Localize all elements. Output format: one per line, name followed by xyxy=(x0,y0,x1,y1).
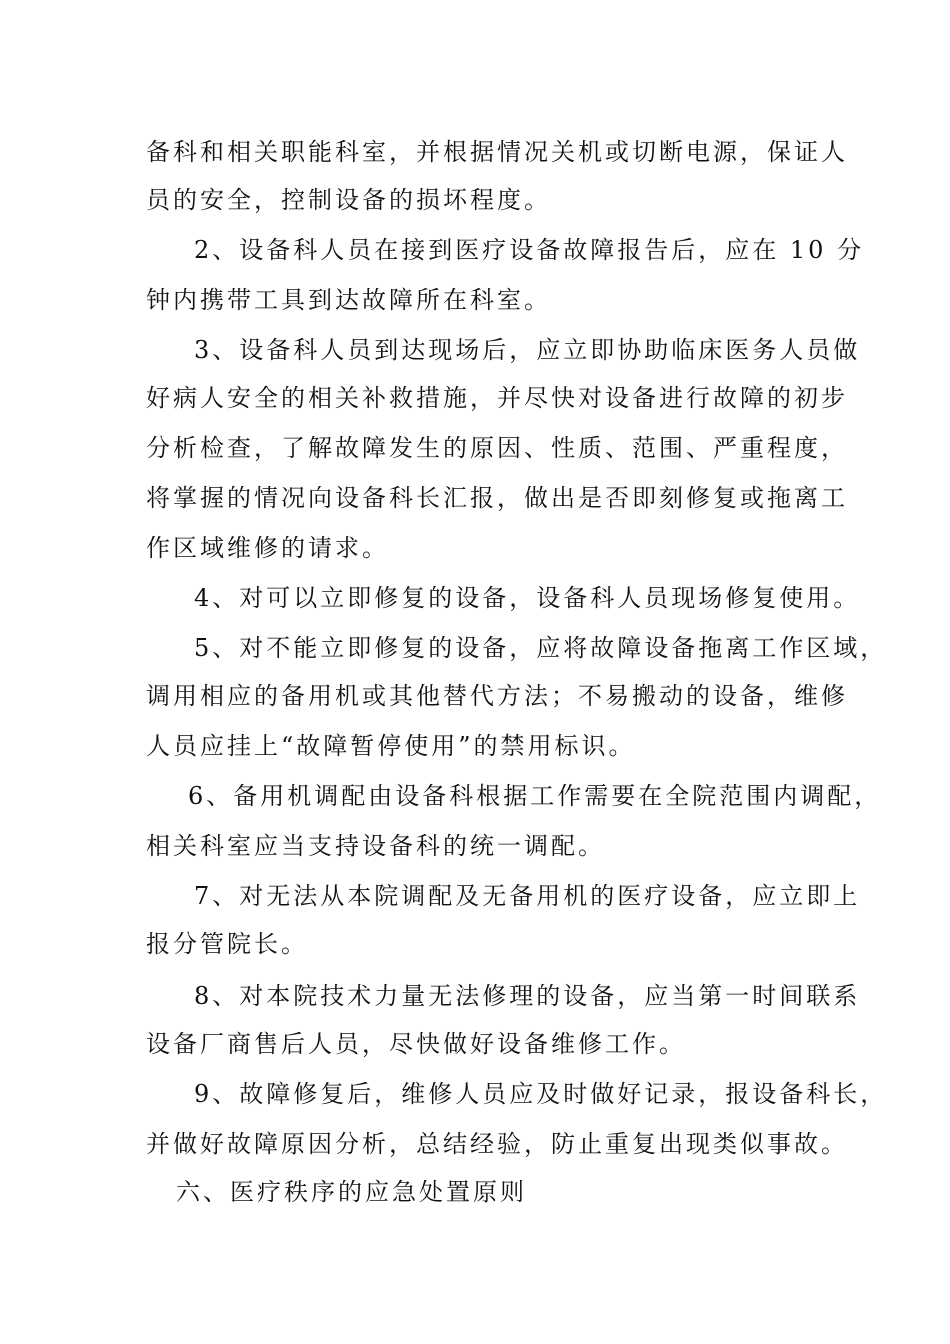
text-line: 并做好故障原因分析，总结经验，防止重复出现类似事故。 xyxy=(146,1130,848,1158)
text-line: 钟内携带工具到达故障所在科室。 xyxy=(146,286,551,314)
text-line: 备科和相关职能科室，并根据情况关机或切断电源，保证人 xyxy=(146,138,848,166)
text-line: 6、备用机调配由设备科根据工作需要在全院范围内调配， xyxy=(188,782,882,810)
text-line: 报分管院长。 xyxy=(146,930,308,958)
text-line: 作区域维修的请求。 xyxy=(146,534,389,562)
text-line: 设备厂商售后人员，尽快做好设备维修工作。 xyxy=(146,1030,686,1058)
text-line: 分析检查，了解故障发生的原因、性质、范围、严重程度， xyxy=(146,434,848,462)
text-line: 人员应挂上“故障暂停使用”的禁用标识。 xyxy=(146,732,636,760)
text-line: 调用相应的备用机或其他替代方法；不易搬动的设备，维修 xyxy=(146,682,848,710)
text-line: 将掌握的情况向设备科长汇报，做出是否即刻修复或拖离工 xyxy=(146,484,848,512)
text-line: 7、对无法从本院调配及无备用机的医疗设备，应立即上 xyxy=(194,882,861,910)
text-line: 员的安全，控制设备的损坏程度。 xyxy=(146,186,551,214)
text-line: 3、设备科人员到达现场后，应立即协助临床医务人员做 xyxy=(194,336,861,364)
text-line: 9、故障修复后，维修人员应及时做好记录，报设备科长， xyxy=(194,1080,888,1108)
text-line: 8、对本院技术力量无法修理的设备，应当第一时间联系 xyxy=(194,982,861,1010)
text-line: 相关科室应当支持设备科的统一调配。 xyxy=(146,832,605,860)
section-heading: 六、医疗秩序的应急处置原则 xyxy=(176,1178,527,1206)
text-line: 5、对不能立即修复的设备，应将故障设备拖离工作区域， xyxy=(194,634,888,662)
text-line: 2、设备科人员在接到医疗设备故障报告后，应在 10 分 xyxy=(194,236,865,264)
text-line: 4、对可以立即修复的设备，设备科人员现场修复使用。 xyxy=(194,584,861,612)
text-line: 好病人安全的相关补救措施，并尽快对设备进行故障的初步 xyxy=(146,384,848,412)
